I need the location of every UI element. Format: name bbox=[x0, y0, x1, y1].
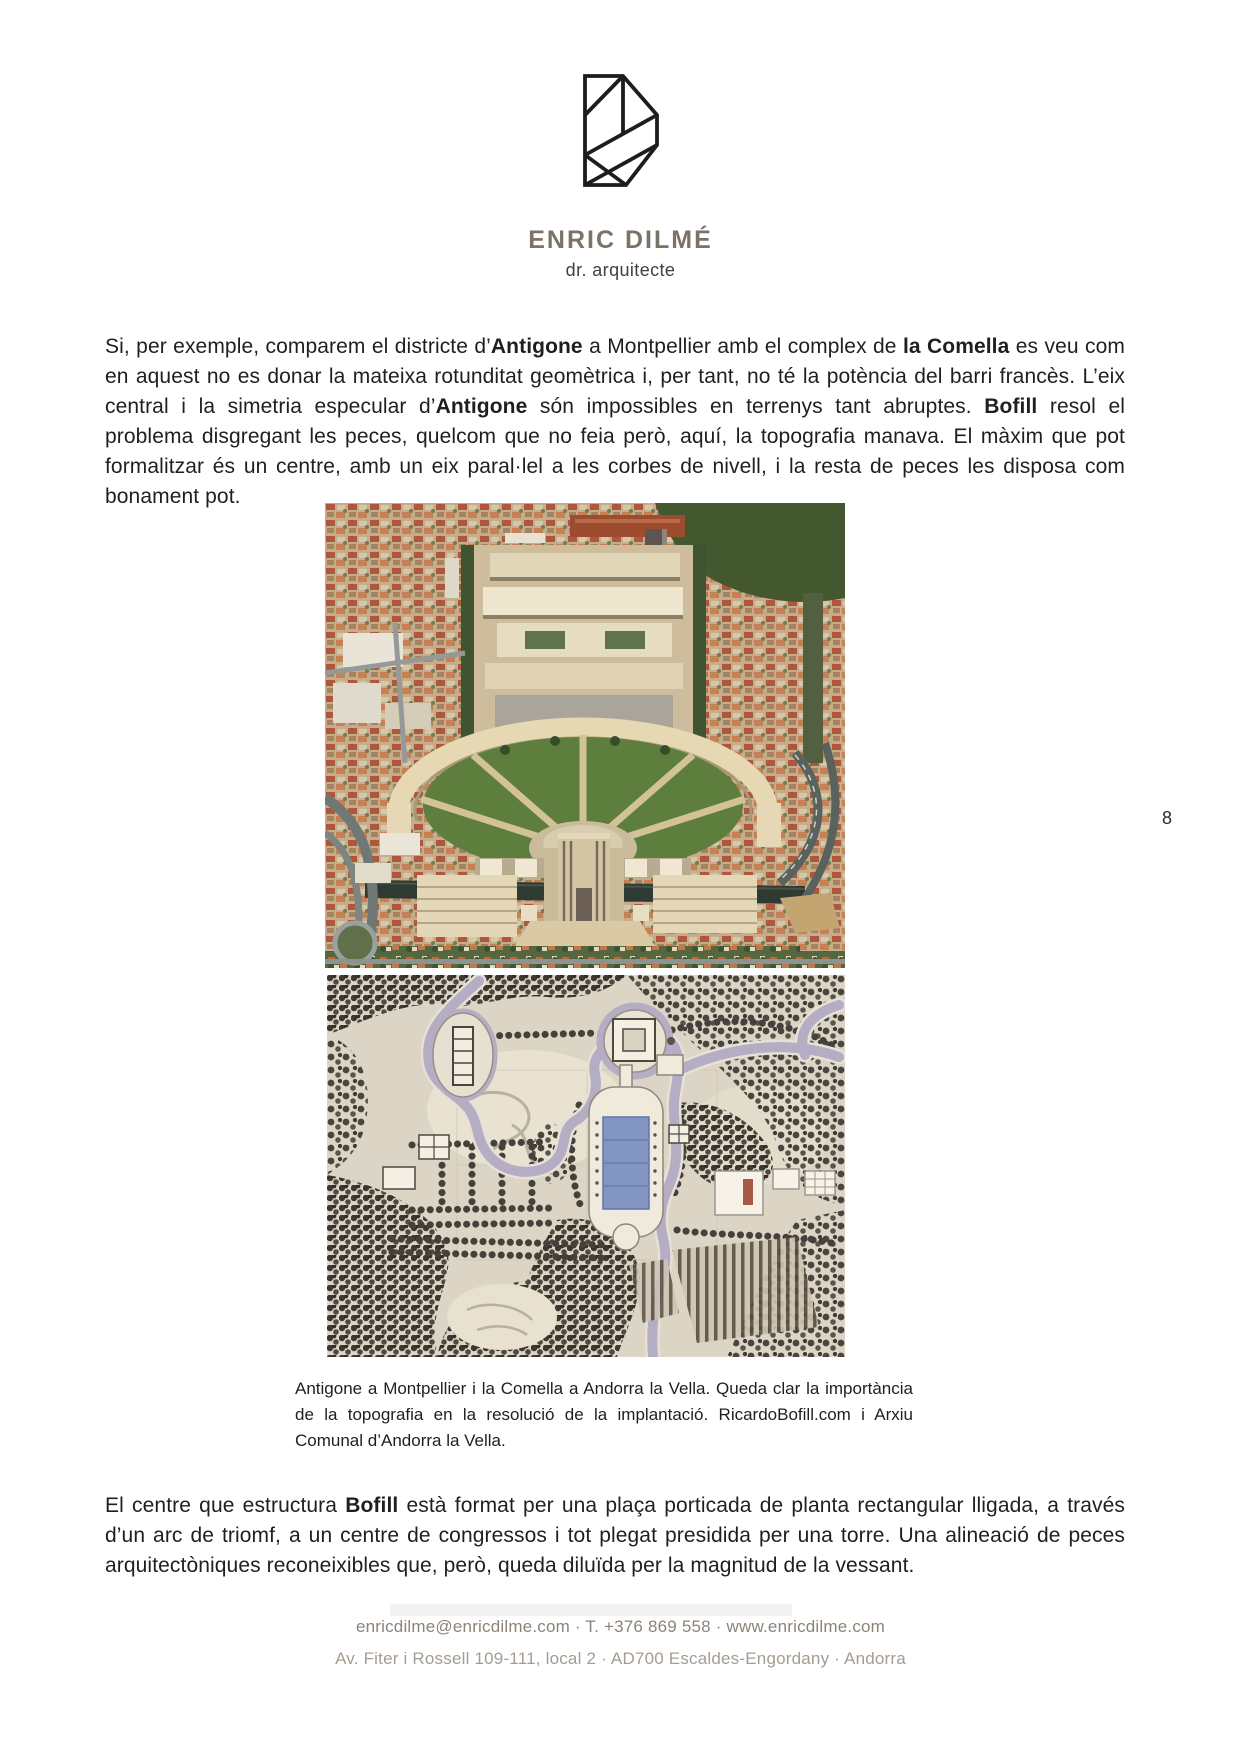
text-run: resol el problema disgregant les peces, quelcom que no feia però, aquí, la topografia manava. El màxim que pot formalitzar és un centre, amb un eix paral·lel a les corbes de nivell, i la resta de peces les disposa com bonament pot. bbox=[105, 395, 1125, 508]
page-number: 8 bbox=[1162, 808, 1173, 828]
brand-title: ENRIC DILMÉ bbox=[528, 226, 713, 254]
text-run-bold: Bofill bbox=[984, 395, 1038, 418]
footer-contact-line: enricdilme@enricdilme.com · T. +376 869 558 · www.enricdilme.com bbox=[355, 1617, 886, 1636]
text-run-bold: la Comella bbox=[902, 335, 1010, 358]
text-run: El centre que estructura bbox=[105, 1494, 346, 1517]
footer-scan-wash bbox=[390, 1604, 792, 1616]
aerial-photo-antigone-montpellier bbox=[325, 503, 845, 968]
paragraph-antigone-comparison bbox=[105, 332, 1125, 512]
text-run: són impossibles en terrenys tant abruptes. bbox=[527, 395, 985, 418]
enric-dilme-logo-icon bbox=[583, 74, 659, 187]
text-run-bold: Antigone bbox=[490, 335, 583, 358]
footer-address-line: Av. Fiter i Rossell 109-111, local 2 · AD700 Escaldes-Engordany · Andorra bbox=[335, 1649, 906, 1668]
brand-subtitle: dr. arquitecte bbox=[565, 260, 676, 280]
paragraph-centre-bofill bbox=[105, 1491, 1125, 1581]
text-run-bold: Antigone bbox=[435, 395, 528, 418]
text-run-bold: Bofill bbox=[345, 1494, 399, 1517]
text-run: a Montpellier amb el complex de bbox=[582, 335, 903, 358]
site-plan-la-comella-andorra bbox=[327, 975, 845, 1357]
text-run: es veu com en aquest no es donar la mateixa rotunditat geomètrica i, per tant, no té la potència del barri francès. L’eix central i la simetria especular d’ bbox=[105, 335, 1125, 418]
text-run: Si, per exemple, comparem el districte d’ bbox=[105, 335, 491, 358]
text-run: està format per una plaça porticada de planta rectangular lligada, a través d’un arc de triomf, a un centre de congressos i tot plegat presidida per una torre. Una alineació de peces arquitectòniques reconeixibles que, però, queda diluïda per la magnitud de la vessant. bbox=[105, 1494, 1125, 1577]
figure-caption: Antigone a Montpellier i la Comella a Andorra la Vella. Queda clar la importància de la topografia en la resolució de la implantació. RicardoBofill.com i Arxiu Comunal d’Andorra la Vella. bbox=[295, 1379, 913, 1450]
